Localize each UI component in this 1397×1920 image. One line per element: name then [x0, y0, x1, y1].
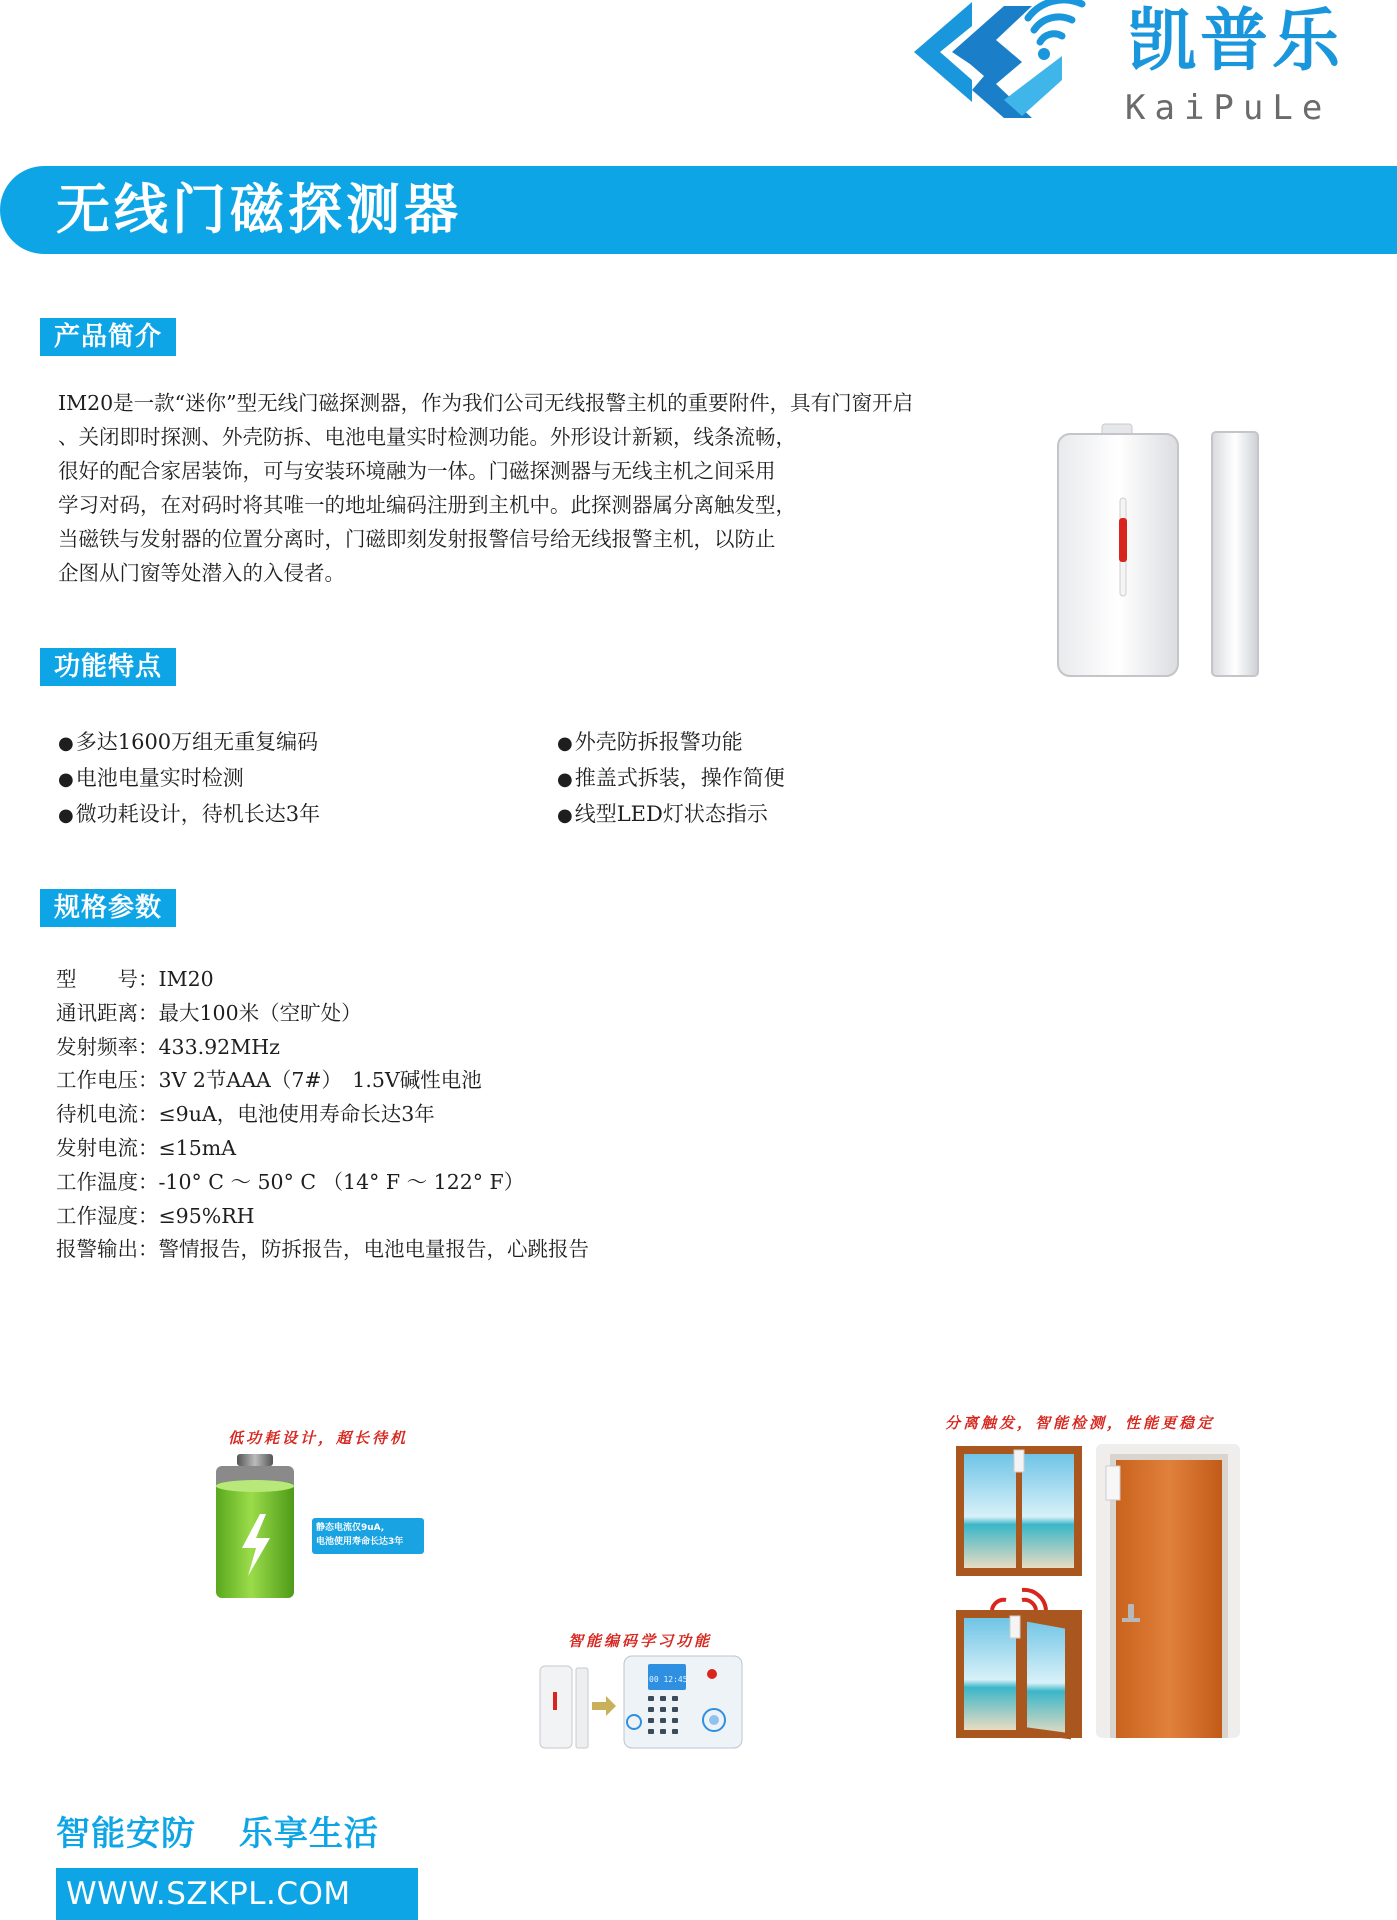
bullet-icon: ●	[557, 805, 573, 826]
feature-item: ●微功耗设计，待机长达3年	[58, 802, 321, 826]
brand-name-cn: 凯普乐	[1128, 2, 1345, 81]
brand-name-en: KaiPuLe	[1125, 88, 1332, 128]
intro-line: 企图从门窗等处潜入的入侵者。	[58, 561, 345, 585]
bullet-icon: ●	[557, 769, 573, 790]
website-link[interactable]: WWW.SZKPL.COM	[66, 1876, 351, 1912]
spec-row: 发射电流：≤15mA	[56, 1135, 237, 1160]
feature-item: ●外壳防拆报警功能	[557, 730, 743, 754]
slogan: 智能安防 乐享生活	[56, 1814, 379, 1854]
specs-list	[56, 963, 589, 1267]
feature-item: ●多达1600万组无重复编码	[58, 730, 319, 754]
bullet-icon: ●	[58, 769, 74, 790]
spec-row: 发射频率：433.92MHz	[56, 1034, 280, 1059]
panel-time: 00 12:45	[649, 1675, 688, 1684]
spec-row: 工作湿度：≤95%RH	[56, 1203, 255, 1228]
door-caption: 分离触发，智能检测，性能更稳定	[945, 1414, 1216, 1432]
spec-row: 工作电压：3V 2节AAA（7#） 1.5V碱性电池	[56, 1068, 482, 1093]
learning-caption: 智能编码学习功能	[568, 1632, 713, 1650]
page-title: 无线门磁探测器	[56, 178, 462, 241]
spec-row: 型 号：IM20	[56, 967, 214, 991]
intro-line: 当磁铁与发射器的位置分离时，门磁即刻发射报警信号给无线报警主机，以防止	[58, 527, 776, 551]
spec-row: 通讯距离：最大100米（空旷处）	[56, 1000, 362, 1025]
intro-text	[58, 386, 1068, 590]
spec-row: 工作温度：-10° C ～ 50° C （14° F ～ 122° F）	[56, 1169, 525, 1194]
intro-line: IM20是一款“迷你”型无线门磁探测器，作为我们公司无线报警主机的重要附件，具有门窗开启	[58, 391, 914, 415]
battery-note-line: 静态电流仅9uA,	[316, 1523, 385, 1533]
battery-icon	[210, 1452, 300, 1602]
spec-row: 报警输出：警情报告，防拆报告，电池电量报告，心跳报告	[56, 1237, 589, 1262]
feature-item: ●线型LED灯状态指示	[557, 802, 768, 826]
bullet-icon: ●	[58, 805, 74, 826]
battery-note-line: 电池使用寿命长达3年	[316, 1537, 404, 1547]
battery-note-box	[312, 1518, 424, 1554]
section-tag-intro: 产品简介	[40, 318, 176, 356]
section-tag-features: 功能特点	[40, 648, 176, 686]
intro-line: 很好的配合家居装饰，可与安装环境融为一体。门磁探测器与无线主机之间采用	[58, 459, 776, 483]
bullet-icon: ●	[557, 733, 573, 754]
intro-line: 、关闭即时探测、外壳防拆、电池电量实时检测功能。外形设计新颖，线条流畅，	[58, 425, 796, 449]
features-left-column	[58, 725, 320, 833]
bullet-icon: ●	[58, 733, 74, 754]
door-sensor-product-image	[1050, 420, 1265, 682]
battery-caption: 低功耗设计，超长待机	[228, 1429, 409, 1447]
spec-row: 待机电流：≤9uA，电池使用寿命长达3年	[56, 1102, 435, 1127]
section-tag-specs: 规格参数	[40, 889, 176, 927]
kaipule-logo-icon	[912, 0, 1122, 130]
feature-item: ●推盖式拆装，操作简便	[557, 766, 785, 790]
intro-line: 学习对码，在对码时将其唯一的地址编码注册到主机中。此探测器属分离触发型，	[58, 493, 796, 517]
feature-item: ●电池电量实时检测	[58, 766, 244, 790]
windows-door-image	[952, 1440, 1242, 1740]
sensor-to-panel-image	[536, 1652, 746, 1752]
features-right-column	[557, 725, 785, 833]
